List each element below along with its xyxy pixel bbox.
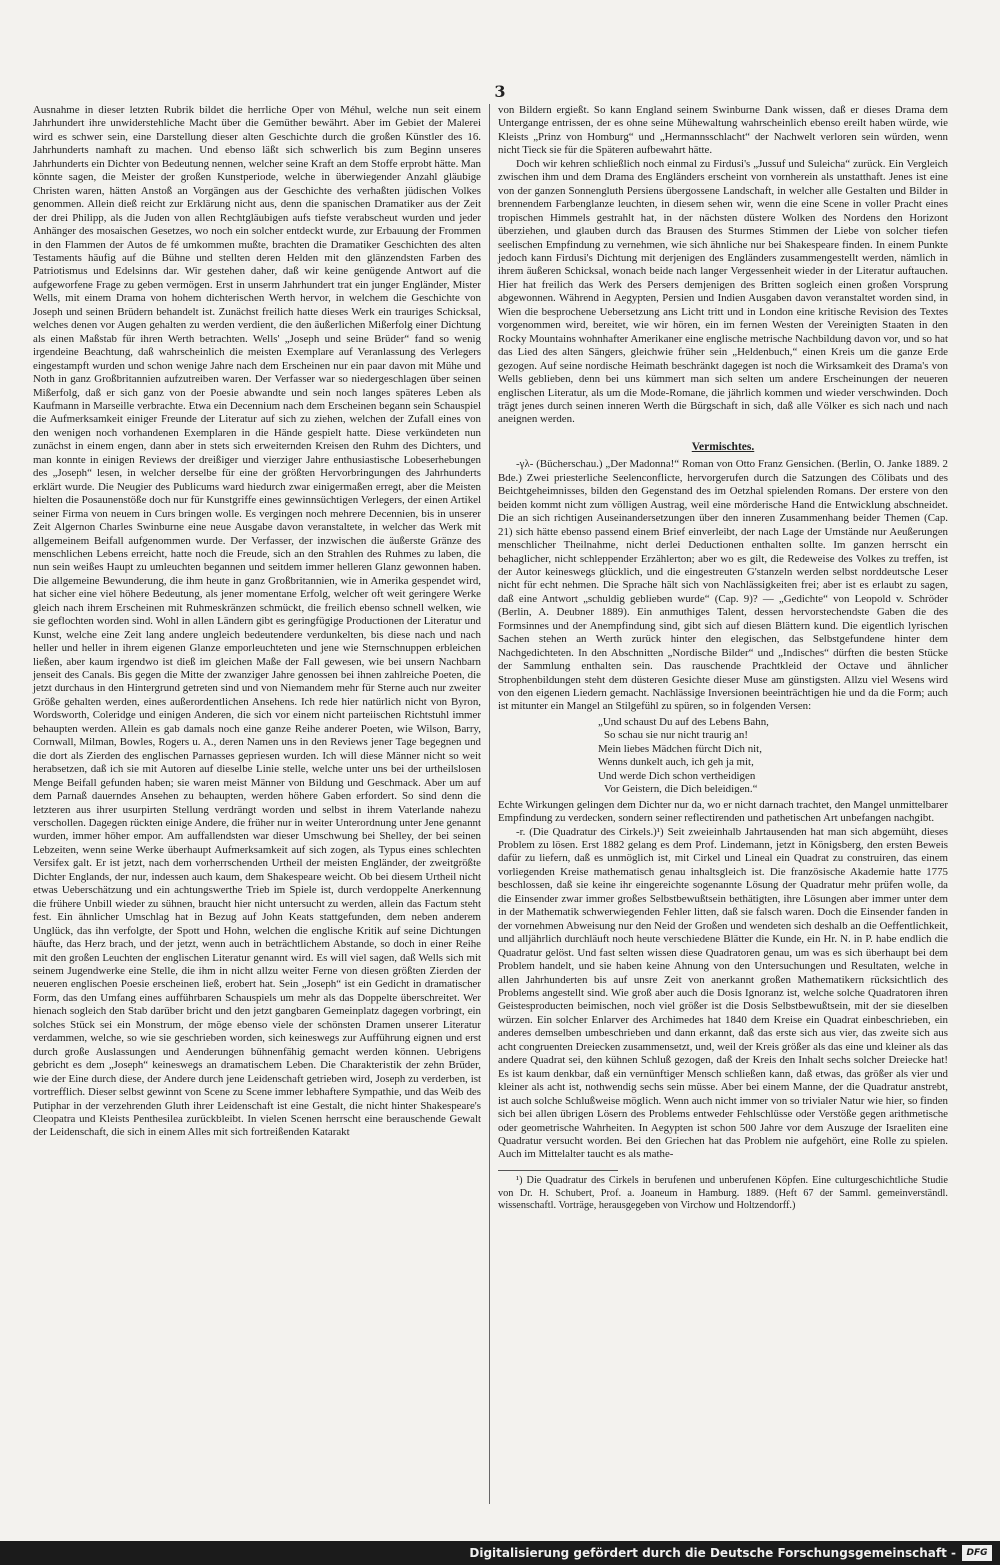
right-column [498, 104, 948, 1213]
after-poem-paragraph: Echte Wirkungen gelingen dem Dichter nur da, wo er nicht darnach trachtet, den Mangel unmittelbarer Empfindung zu verdecken, sondern seiner reflectirenden und pathetischen Art unbefangen nachgibt. [498, 798, 948, 825]
poem-line: Vor Geistern, die Dich beleidigen.“ [604, 783, 758, 796]
poem-line: Wenns dunkelt auch, ich geh ja mit, [598, 756, 754, 769]
right-paragraph-1: von Bildern ergießt. So kann England seinem Swinburne Dank wissen, daß er dieses Drama dem Untergange entrissen, der es ohne seine Mühewaltung wahrscheinlich ebenso ereilt haben würde, wie Kleists „Prinz von Homburg“ und „Hermannsschlacht“ der Nachwelt verloren sein würden, wenn nicht Tieck sie für die Späteren aufbewahrt hätte. [498, 104, 948, 157]
quadratur-paragraph: -r. (Die Quadratur des Cirkels.)¹) Seit zweieinhalb Jahrtausenden hat man sich abgemüht, dieses Problem zu lösen. Erst 1882 gelang es dem Prof. Lindemann, jetzt in Königsberg, den ersten Beweis dafür zu liefern, daß es unmöglich ist, mit Cirkel und Lineal ein Quadrat zu construiren, das einem vorliegenden Kreise mathematisch genau inhaltsgleich ist. Die französische Akademie hatte 1775 beschlossen, daß sie keine ihr eingereichte sogenannte Lösung der Quadratur mehr prüfen wolle, da die Einsender zwar immer großes Selbstbewußtsein bethätigten, ihre Lösungen aber immer unter dem in der Mathematik schwerwiegenden Fehler litten, daß sie falsch waren. Doch die Einsender fanden in der vornehmen Abweisung nur den Neid der Großen und wendeten sich deshalb an die Oeffentlichkeit, und alljährlich durchläuft noch heute verschiedene Blätter die Kunde, ein Hr. N. in P. habe endlich die Quadratur gelöst. Und fast selten wissen diese Quadratoren genau, um was es sich überhaupt bei dem Problem handelt, und sie haben keine Ahnung von den Untersuchungen und Resultaten, welche in allen Jahrhunderten bis auf unsre Zeit von anerkannt großen Mathematikern rücksichtlich des Problems angestellt sind. Wie groß aber auch die Dosis Ignoranz ist, welche solche Quadratoren ihren Geistesproducten beimischen, noch viel größer ist die Dosis Selbstbewußtsein, mit der sie dieselben würzen. Ein solcher Enlarver des Archimedes hat 1840 dem Kreise ein Quadrat einbeschrieben, ein anderes demselben umbeschrieben und dann erkannt, daß das erste sich aus vier, das zweite sich aus acht congruenten Dreiecken zusammensetzt, und, weil der Kreis größer als das eine und kleiner als das andere Quadrat sei, den kühnen Schluß gezogen, daß der Kreis den Inhalt sechs solcher Dreiecke hat! Es ist kaum denkbar, daß ein vernünftiger Mensch schließen kann, daß etwas, das größer als vier und kleiner als acht ist, nothwendig sechs sein müsse. Aber bei einem Manne, der die Quadratur anstrebt, ist auch solche Schlußweise möglich. Wenn auch nicht immer von so trivialer Natur wie hier, so finden sich bei allen übrigen Lösern des Problems entweder Fehlschlüsse oder Verstöße gegen arithmetische oder geometrische Wahrheiten. In Aegypten ist schon 500 Jahre vor dem Auszuge der Israeliten eine Quadratur versucht worden. Bei den Griechen hat das Problem nie aufgehört, eine Rolle zu spielen. Auch im Mittelalter taucht es als mathe- [498, 825, 948, 1161]
footnote-rule [498, 1170, 618, 1171]
book-review-paragraph: -γλ- (Bücherschau.) „Der Madonna!“ Roman von Otto Franz Gensichen. (Berlin, O. Janke 1889. 2 Bde.) Zwei priesterliche Seelenconflicte, hervorgerufen durch die Satzungen des Cölibats und des Beichtgeheimnisses, bilden den Gegenstand des im Oetzhal spielenden Romans. Der erstere von den beiden kommt nicht zum völligen Austrag, weil eine mörderische Hand die Entwicklung abschneidet. Die an sich richtigen Auseinandersetzungen über den inneren Zusammenhang beider Themen (Cap. 21) sich hätte ebenso passend einem Brief einverleibt, der nach Lage der Umstände nur Aeußerungen menschlicher Theilnahme, nicht derlei Deductionen enthalten sollte. Im ganzen herrscht ein behaglicher, nicht schleppender Erzählerton; aber wo es gilt, die Redeweise des Volkes zu treffen, ist der Autor keineswegs glücklich, und die eingestreuten G'stanzeln werden selbst norddeutsche Leser nicht für echt nehmen. Die Sprache hält sich von Nachlässigkeiten frei; aber ist es erlaubt zu sagen, daß eine Antwort „schuldig geblieben wurde“ (Cap. 9)? — „Gedichte“ von Leopold v. Schröder (Berlin, A. Deubner 1889). Ein anmuthiges Talent, dessen hervorstechendste Gaben die des Formsinnes und der Anempfindung sind, gibt sich auf diesen Blättern kund. Die eigentlich lyrischen Sachen stehen an Werth zurück hinter den elegischen, das Selbstgefundene hinter dem Nachgedichteten. In den Abschnitten „Nordische Bilder“ und „Indisches“ dürften die besten Stücke der Sammlung enthalten sein. Das rauschende Prachtkleid der Octave und ähnlicher Strophenbildungen steht dem düsteren Gesichte dieser Muse am günstigsten. Allzu viel Wesens wird von den eigenen Liedern gemacht. Nachlässige Inversionen beeinträchtigen hie und da die Form; auch ist mitunter ein Mangel an Stilgefühl zu spüren, so in folgenden Versen: [498, 458, 948, 713]
page-number: 3 [494, 82, 506, 101]
right-paragraph-2: Doch wir kehren schließlich noch einmal zu Firdusi's „Jussuf und Suleicha“ zurück. Ein Vergleich zwischen ihm und dem Drama des Engländers erscheint von vornherein als unstatthaft. Jenes ist eine von der ganzen Sonnengluth Persiens übergossene Landschaft, in welcher alle Gestalten und Bilder in brennendem Farbenglanze leuchten, in diesem sehen wir, wenn die eine Scene in voller Pracht eines tropischen Himmels gestrahlt hat, in der nächsten düstere Wolken des Nordens den Horizont überziehen, und glauben durch das Brausen des Sturmes Stimmen der Liebe von solcher tiefen seelischen Empfindung zu vernehmen, wie sich ähnliche nur bei Shakespeare finden. In einem Punkte jedoch kann Firdusi's Dichtung mit derjenigen des Engländers zusammengestellt werden, nämlich in ihrem äußeren Schicksal, wonach beide nach langer Vergessenheit wieder in der Literatur auftauchen. Hier hat freilich das Werk des Persers demjenigen des Britten sogleich einen großen Vorsprung abgewonnen. Während in Aegypten, Persien und Indien Ausgaben davon veranstaltet worden sind, in Wien die besprochene Uebersetzung ans Licht tritt und in London eine kritische Revision des Textes vorgenommen wird, bereitet, wie wir hören, ein im fernen Westen der Vereinigten Staaten in den Rocky Mountains wohnhafter Amerikaner eine englische metrische Nachbildung davon vor, und so hat das Lied des alten Sängers, gleichwie früher sein „Heldenbuch,“ einen Kreis um die ganze Erde gezogen. Auf seine nordische Heimath beschränkt dagegen ist noch die Wirksamkeit des Drama's von Wells geblieben, denn bei uns kümmert man sich selten um andere Erscheinungen der neueren englischen Literatur, als um die Mode-Romane, die jährlich kommen und wieder verschwinden. Doch trägt jenes durch seinen inneren Werth die Bürgschaft in sich, daß alle Völker es sich nach und nach aneignen werden. [498, 157, 948, 426]
footer-bar [0, 1541, 1000, 1565]
footnote: ¹) Die Quadratur des Cirkels in berufenen und unberufenen Köpfen. Eine culturgeschichtliche Studie von Dr. H. Schubert, Prof. a. Joaneum in Hamburg. 1889. (Heft 67 der Samml. gemeinverständl. wissenschaftl. Vorträge, herausgegeben von Virchow und Holtzendorff.) [498, 1174, 948, 1212]
left-column-text: Ausnahme in dieser letzten Rubrik bildet die herrliche Oper von Méhul, welche nun seit einem Jahrhundert ihre unwiderstehliche Macht über die Gemüther bewährt. Aber im Gebiet der Malerei wird es schwer sein, eine Darstellung dieser alten Geschichte durch die großen Künstler des 16. Jahrhunderts namhaft zu machen. Und ebenso läßt sich schwerlich bis zum Beginn unseres Jahrhunderts ein Dichter von Bedeutung nennen, welcher seine Kraft an dem Stoffe erprobt hätte. Man könnte sagen, die Meister der großen Kunstperiode, welche in überwiegender Anzahl gläubige Christen waren, hätten Anstoß an Vorgängen aus der Geschichte des verhaßten jüdischen Volkes genommen. Allein dieß reicht zur Erklärung nicht aus, denn die spanischen Dramatiker aus der Zeit der drei Philipp, als die Juden von allen Rechtgläubigen aufs tiefste verabscheut wurden und jeder Anhänger des mosaischen Gesetzes, wo noch ein solcher entdeckt wurde, zur Erbauung der Frommen in den Flammen der Autos de fé umkommen mußte, brachten die Dramatiker Geschichten des alten Testaments häufig auf die Bühne und stellten deren Helden mit den glänzendsten Farben des Patriotismus und Edelsinns dar. Wir gestehen daher, daß wir keine genügende Antwort auf die aufgeworfene Frage zu geben vermögen. Erst in unserm Jahrhundert trat ein junger Engländer, Mister Wells, mit einem Drama von hohem dichterischen Werth hervor, in welchem die Geschichte von Joseph und seinen Brüdern behandelt ist. Zunächst freilich hatte dieses Werk ein trauriges Schicksal, welches denen vor Augen gehalten zu werden verdient, die den äußerlichen Mißerfolg einer Dichtung als einen Maßstab für ihren Werth betrachten. Wells' „Joseph und seine Brüder“ fand so wenig irgendeine Beachtung, daß wahrscheinlich die meisten Exemplare auf Veranlassung des Verlegers eingestampft wurden und schon wenige Jahre nach dem Erscheinen nur ein paar davon mit Mühe und Noth in ganz Großbritannien aufzutreiben waren. Der Verfasser war so niedergeschlagen über seinen Mißerfolg, daß er sich ganz von der Poesie abwandte und sein noch langes späteres Leben als Kaufmann in Marseille verbrachte. Etwa ein Decennium nach dem Erscheinen begann sein Schauspiel die Aufmerksamkeit einiger Freunde der Literatur auf sich zu ziehen, welchen der Zufall eines von den wenigen noch vorhandenen Exemplaren in die Hände gespielt hatte. Diese verkündeten nun zunächst in einem engen, dann aber in stets sich erweiternden Kreisen den Ruhm des Dichters, und man konnte in einigen Reviews der dreißiger und vierziger Jahre enthusiastische Lobeserhebungen des „Joseph“ lesen, in welcher derselbe für eine der größten Hervorbringungen des Jahrhunderts erklärt wurde. Die Neugier des Publicums ward hiedurch zwar einigermaßen erregt, aber die Meisten hielten die Posaunenstöße doch nur für Kunstgriffe eines gewinnsüchtigen Verlegers, der einen Artikel seiner Firma von neuem in Curs bringen wolle. Es vergingen noch mehrere Decennien, bis in unserer Zeit Algernon Charles Swinburne eine neue Ausgabe davon veranstaltete, in welcher das Werk mit allgemeinem Beifall aufgenommen wurde. Der Verfasser, der inzwischen die äußerste Gränze des menschlichen Lebens erreicht, hatte noch die Freude, sich an den Strahlen des Ruhmes zu laben, die nun sein weißes Haupt zu umleuchten begannen und seitdem immer helleren Glanz gewonnen haben. Die allgemeine Bewunderung, die ihm heute in ganz Großbritannien, wie in Amerika gespendet wird, hat sicher eine viel höhere Bedeutung, als jener momentane Erfolg, welcher oft weit geringere Werke gleich nach ihrem Erscheinen mit Ruhmeskränzen schmückt, die freilich ebenso schnell welken, wie sie geflochten worden sind. Wohl in allen Ländern gibt es geringfügige Productionen der Literatur und Kunst, welche eine Zeit lang andere ungleich bedeutendere verdunkelten, bis diese nach und nach heller und heller in ihrem eigenen Glanze emporleuchteten und jene wie Sternschnuppen erbleichen ließen, aber kaum irgendwo ist dieß im gleichen Maße der Fall gewesen, wie bei unsern Nachbarn jenseit des Canals. Bis gegen die Mitte der zwanziger Jahre genossen bei ihnen zahlreiche Poeten, die jetzt durchaus in den Hintergrund getreten sind und von Niemandem mehr für Sterne auch nur zweiter Größe gehalten werden, eines außerordentlichen Ansehens. Ich rede hier natürlich nicht von Byron, Wordsworth, Coleridge und einigen Anderen, die sich vor einem nicht parteiischen Richtstuhl immer behaupten werden. Allein es gab damals noch eine ganze Reihe anderer Poeten, wie Wilson, Barry, Cornwall, Milman, Bowles, Rogers u. A., deren Namen uns in den Reviews jener Tage begegnen und die dort als Zierden des englischen Parnasses gepriesen wurden. Ich will diese Männer nicht so weit herabsetzen, daß ich sie mit Autoren auf dieselbe Linie stelle, welche unter uns bei der urtheilslosen Menge Beifall gefunden haben; sie waren meist Männer von Bildung und Geschmack. Aber um auf dem Parnaß dauerndes Ansehen zu behaupten, werden höhere Gaben erfordert. So sind denn die letzteren aus ihrer usurpirten Stellung verdrängt worden und selbst in ihrem Vaterlande nahezu verschollen. Dagegen rückten einige Andere, die früher nur in weiter Unterordnung unter Jene genannt wurden, immer höher empor. Am auffallendsten war dieser Umschwung bei Shelley, der bei seinen Lebzeiten, wenn seine Werke überhaupt Aufmerksamkeit auf sich zogen, als Typus eines schlechten Versifex galt. Er ist jetzt, nach dem vorherrschenden Urtheil der meisten Engländer, der zweitgrößte Dichter Englands, der nur, indessen auch kaum, dem Shakespeare weicht. Ob bei diesem Urtheil nicht etwas Ueberschätzung und ein achtungswerthe Trieb im Spiele ist, durch verdoppelte Anerkennung die frühere Unbill wieder zu sühnen, braucht hier nicht untersucht zu werden, allein das Factum steht fest. Ein ähnlicher Umschlag hat in Bezug auf John Keats stattgefunden, dem neben anderem Unglück, das ihn verfolgte, der Spott und Hohn, welchen die englische Kritik auf seine Dichtungen häufte, das Herz brach, und der jetzt, wenn auch in beträchtlichem Abstande, so doch in einer Reihe mit den großen Leuchten der englischen Literatur genannt wird. Es will viel sagen, daß Wells sich mit seinem Jugendwerke eine Stelle, die ihm in nicht allzu weiter Ferne von diesen größten Zierden der neueren englischen Poesie erscheinen ließ, erobert hat. Sein „Joseph“ ist ein Gedicht in dramatischer Form, das den Umfang eines aufführbaren Schauspiels um mehr als das Doppelte überschreitet. Wer hienach sogleich den Stab darüber bricht und den jetzt gangbaren Gemeinplatz dagegen vorbringt, ein solches Stück sei ein Monstrum, der möge ebenso viele der schönsten Dramen unserer Literatur verdammen, welche, so wie sie geschrieben worden, sich keineswegs zur Aufführung eignen und erst durch große Auslassungen und Aenderungen bühnenfähig gemacht werden können. Uebrigens gebricht es dem „Joseph“ keineswegs an dramatischem Leben. Die Charakteristik der zehn Brüder, wie der Eine durch diese, der Andere durch jene Leidenschaft getrieben wird, Joseph zu verderben, ist vortrefflich. Dieser selbst gewinnt von Scene zu Scene immer lebhaftere Sympathie, und das Weib des Putiphar in der verzehrenden Gluth ihrer Leidenschaft ist eine Gestalt, die nicht hinter Shakespeare's Cleopatra und Kleists Penthesilea zurückbleibt. In vielen Scenen herrscht eine berauschende Gewalt der Leidenschaft, die sich in einem Alles mit sich fortreißenden Katarakt [33, 104, 481, 1139]
poem-line: So schau sie nur nicht traurig an! [604, 729, 748, 742]
poem-line: „Und schaust Du auf des Lebens Bahn, [598, 715, 769, 728]
poem-line: Und werde Dich schon vertheidigen [598, 769, 756, 782]
poem-line: Mein liebes Mädchen fürcht Dich nit, [598, 742, 762, 755]
dfg-logo-icon: DFG [962, 1545, 992, 1561]
poem-quote [598, 716, 948, 797]
footer-text: Digitalisierung gefördert durch die Deutsche Forschungsgemeinschaft - [469, 1546, 956, 1560]
column-divider [489, 104, 490, 1504]
left-column [33, 104, 481, 1140]
section-heading-vermischtes: Vermischtes. [691, 440, 755, 453]
